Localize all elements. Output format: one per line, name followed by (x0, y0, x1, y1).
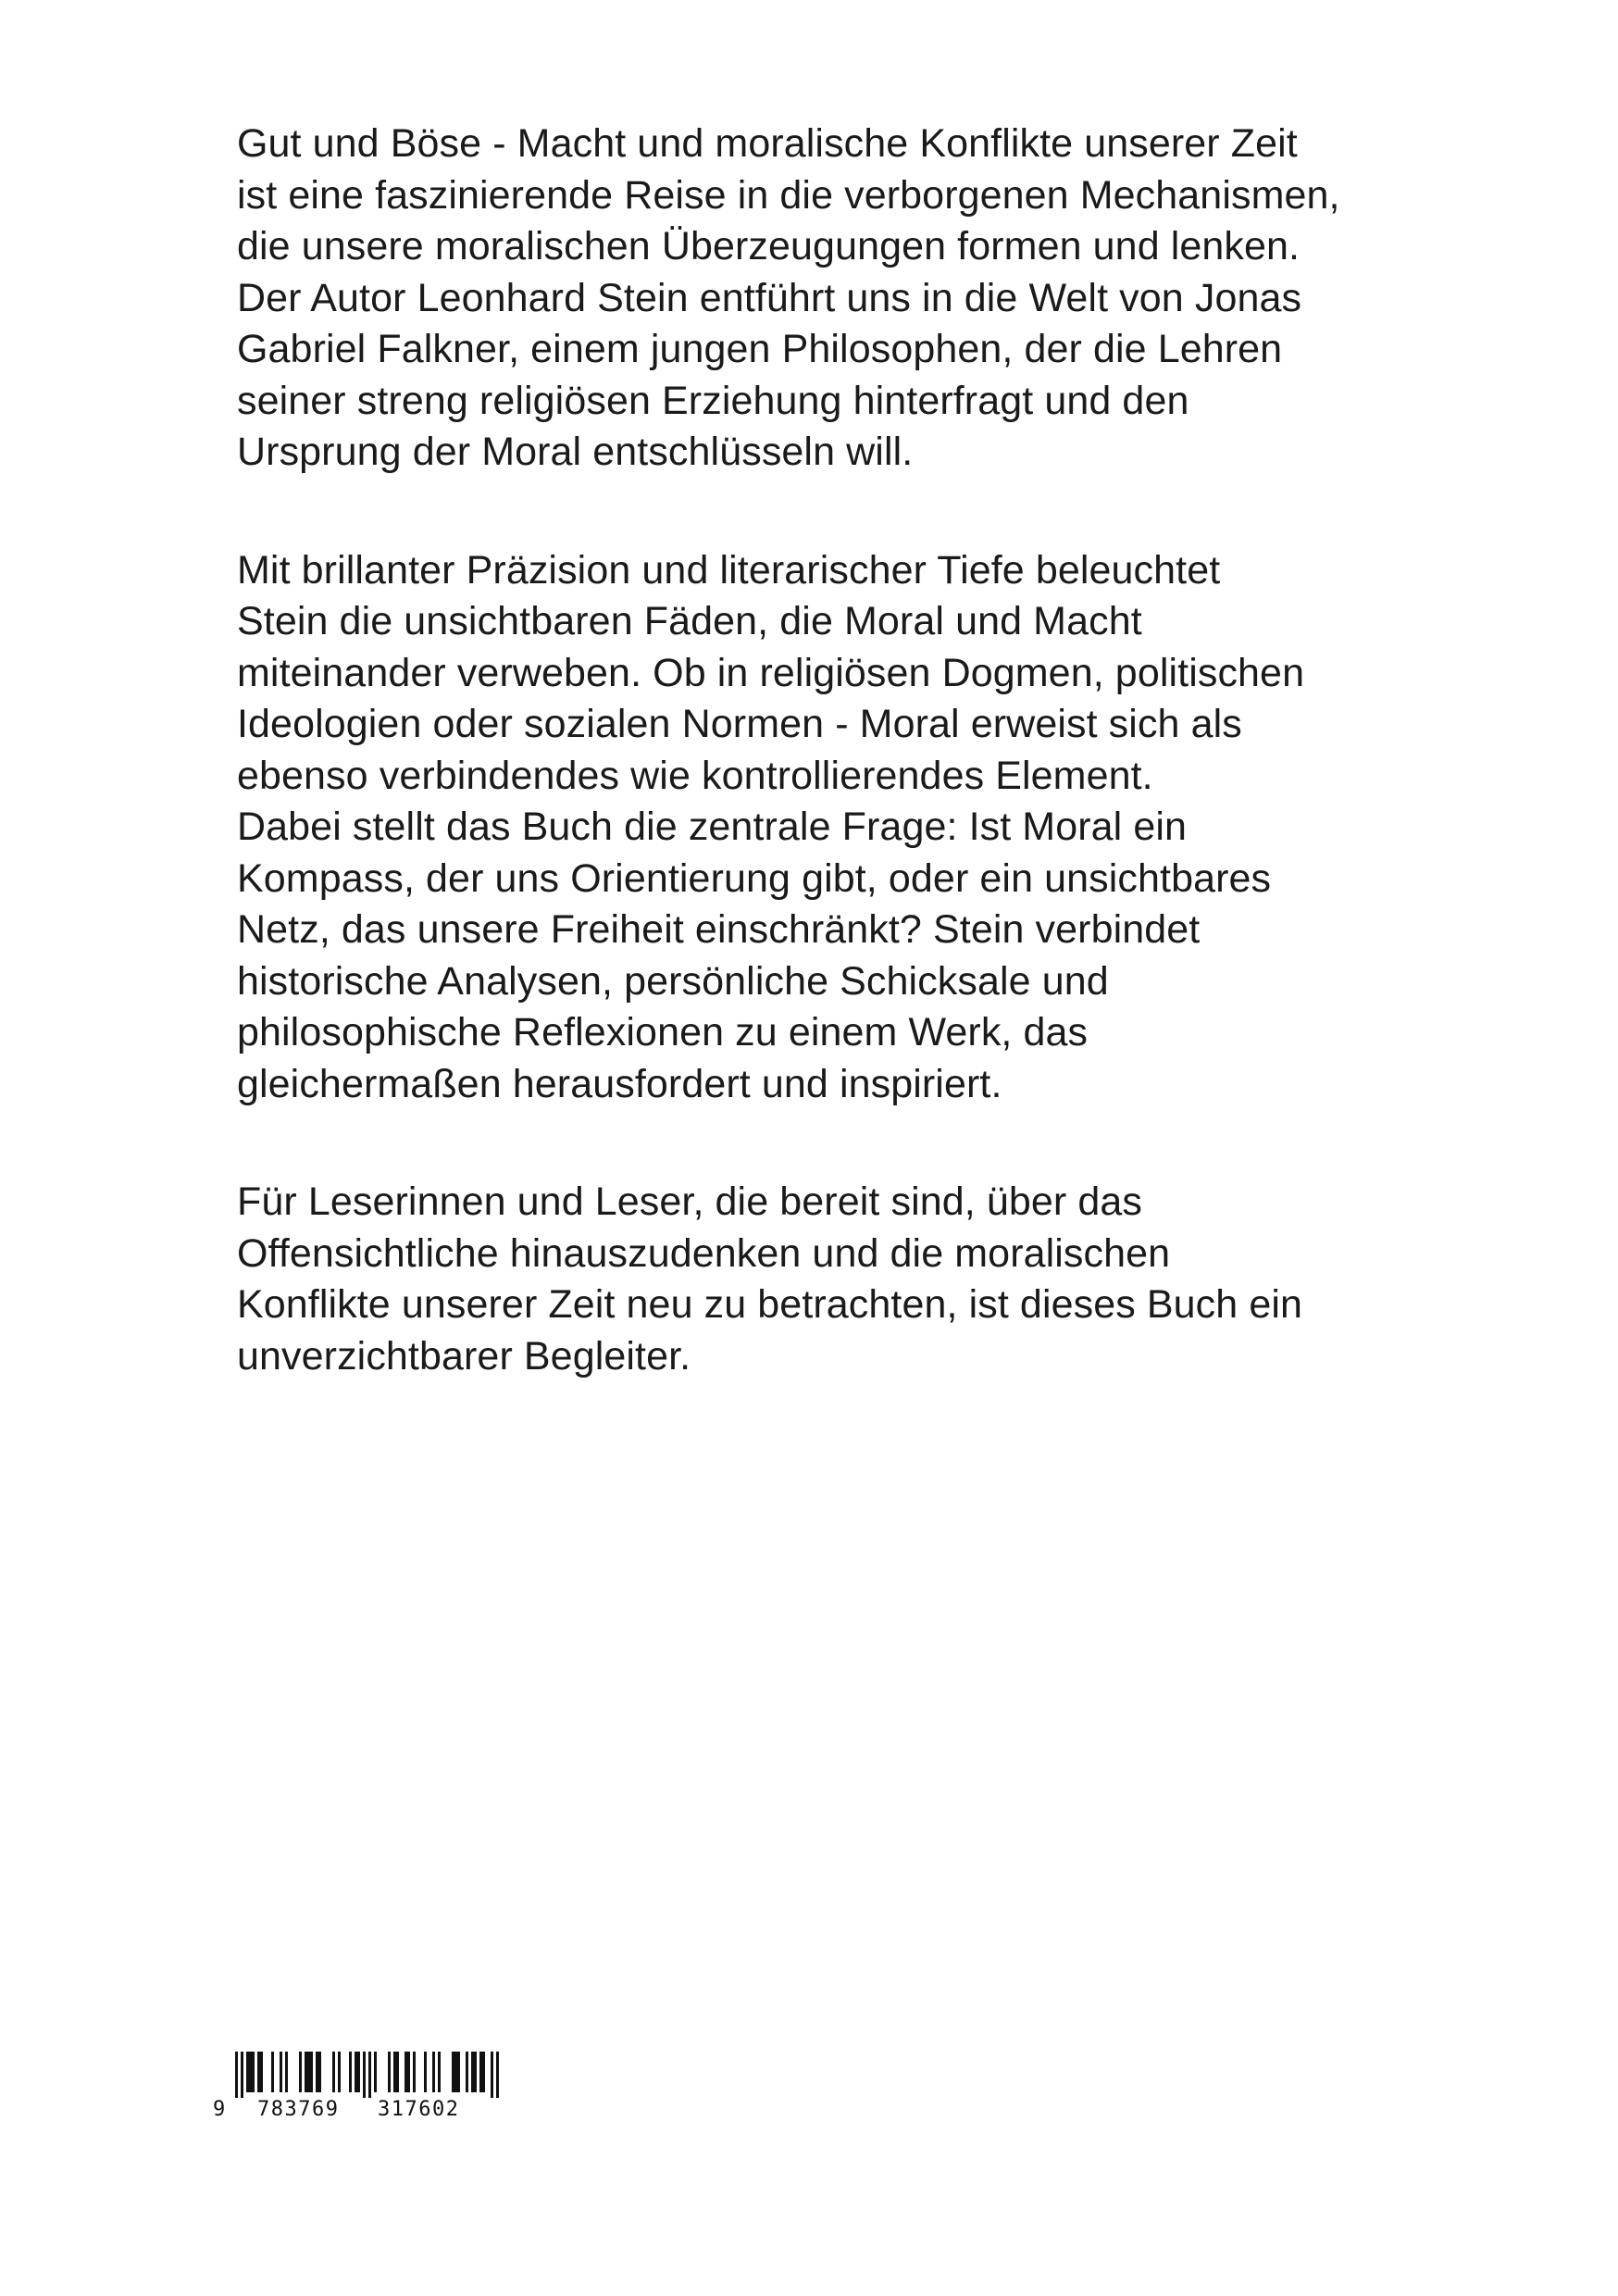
text-line: Ideologien oder sozialen Normen - Moral erweist sich als (237, 702, 1242, 746)
barcode-bar (404, 2052, 407, 2092)
text-line: Mit brillanter Präzision und literarischer Tiefe beleuchtet (237, 547, 1221, 593)
barcode-bar (249, 2052, 252, 2092)
barcode-guard-bar (241, 2052, 243, 2098)
barcode-bar (471, 2052, 474, 2092)
barcode-bar (246, 2052, 249, 2092)
text-line: philosophische Reflexionen zu einem Werk, das (237, 1010, 1089, 1054)
barcode-first-digit: 9 (213, 2098, 226, 2121)
text-line: seiner streng religiösen Erziehung hinterfragt und den (237, 378, 1189, 423)
barcode-bar (424, 2052, 427, 2092)
barcode-bar (482, 2052, 485, 2092)
text-line: Dabei stellt das Buch die zentrale Frage: Ist Moral ein (237, 805, 1188, 849)
barcode-bar (474, 2052, 477, 2092)
barcode-bar (332, 2052, 335, 2092)
barcode-bar (316, 2052, 318, 2092)
paragraph-1 (237, 119, 1440, 479)
barcode-bar (280, 2052, 282, 2092)
barcode-guard-bar (235, 2052, 238, 2098)
barcode-bars (213, 2052, 518, 2098)
barcode-bar (257, 2052, 260, 2092)
barcode-bar (310, 2052, 313, 2092)
barcode-bar (454, 2052, 457, 2092)
isbn-barcode (213, 2052, 518, 2126)
barcode-bar (285, 2052, 288, 2092)
barcode-bar (252, 2052, 255, 2092)
text-line: ebenso verbindendes wie kontrollierendes Element. (237, 753, 1153, 798)
barcode-bar (355, 2052, 357, 2092)
text-line: Kompass, der uns Orientierung gibt, oder ein unsichtbares (237, 855, 1272, 901)
text-line: Offensichtliche hinauszudenken und die moralischen (237, 1230, 1171, 1276)
blurb-text (237, 119, 1440, 1449)
text-line: Gut und Böse - Macht und moralische Konflikte unserer Zeit (237, 121, 1298, 166)
barcode-bar (305, 2052, 307, 2092)
barcode-bar (457, 2052, 460, 2092)
barcode-bar (260, 2052, 263, 2092)
barcode-guard-bar (368, 2052, 371, 2098)
text-line: Ursprung der Moral entschlüsseln will. (237, 430, 914, 474)
barcode-bar (374, 2052, 377, 2092)
barcode-bar (466, 2052, 468, 2092)
barcode-bar (396, 2052, 399, 2092)
barcode-bar (438, 2052, 441, 2092)
paragraph-3 (237, 1177, 1440, 1382)
barcode-bar (393, 2052, 396, 2092)
barcode-bar (271, 2052, 274, 2092)
barcode-bar (407, 2052, 410, 2092)
text-line: ist eine faszinierende Reise in die verborgenen Mechanismen, (237, 172, 1340, 218)
barcode-bar (349, 2052, 352, 2092)
barcode-guard-bar (496, 2052, 499, 2098)
barcode-guard-bar (491, 2052, 493, 2098)
barcode-bar (452, 2052, 454, 2092)
text-line: Für Leserinnen und Leser, die bereit sind, über das (237, 1179, 1142, 1224)
barcode-bar (357, 2052, 360, 2092)
barcode-left-digits: 783769 (257, 2098, 340, 2121)
barcode-bar (338, 2052, 341, 2092)
text-line: Netz, das unsere Freiheit einschränkt? Stein verbindet (237, 907, 1201, 952)
text-line: die unsere moralischen Überzeugungen formen und lenken. (237, 224, 1301, 268)
paragraph-2 (237, 545, 1440, 1111)
text-line: Stein die unsichtbaren Fäden, die Moral und Macht (237, 599, 1142, 643)
barcode-bar (318, 2052, 321, 2092)
text-line: Der Autor Leonhard Stein entführt uns in die Welt von Jonas (237, 275, 1302, 320)
text-line: Gabriel Falkner, einem jungen Philosophen, der die Lehren (237, 327, 1283, 371)
barcode-bar (413, 2052, 416, 2092)
barcode-bar (299, 2052, 302, 2092)
barcode-bar (432, 2052, 435, 2092)
barcode-right-digits: 317602 (378, 2098, 460, 2121)
text-line: unverzichtbarer Begleiter. (237, 1333, 691, 1379)
barcode-guard-bar (363, 2052, 366, 2098)
text-line: historische Analysen, persönliche Schicksale und (237, 958, 1109, 1004)
barcode-bar (307, 2052, 310, 2092)
text-line: gleichermaßen herausfordert und inspiriert. (237, 1061, 1002, 1106)
text-line: Konflikte unserer Zeit neu zu betrachten, ist dieses Buch ein (237, 1282, 1303, 1327)
barcode-bar (388, 2052, 391, 2092)
text-line: miteinander verweben. Ob in religiösen Dogmen, politischen (237, 650, 1305, 695)
barcode-bar (479, 2052, 482, 2092)
